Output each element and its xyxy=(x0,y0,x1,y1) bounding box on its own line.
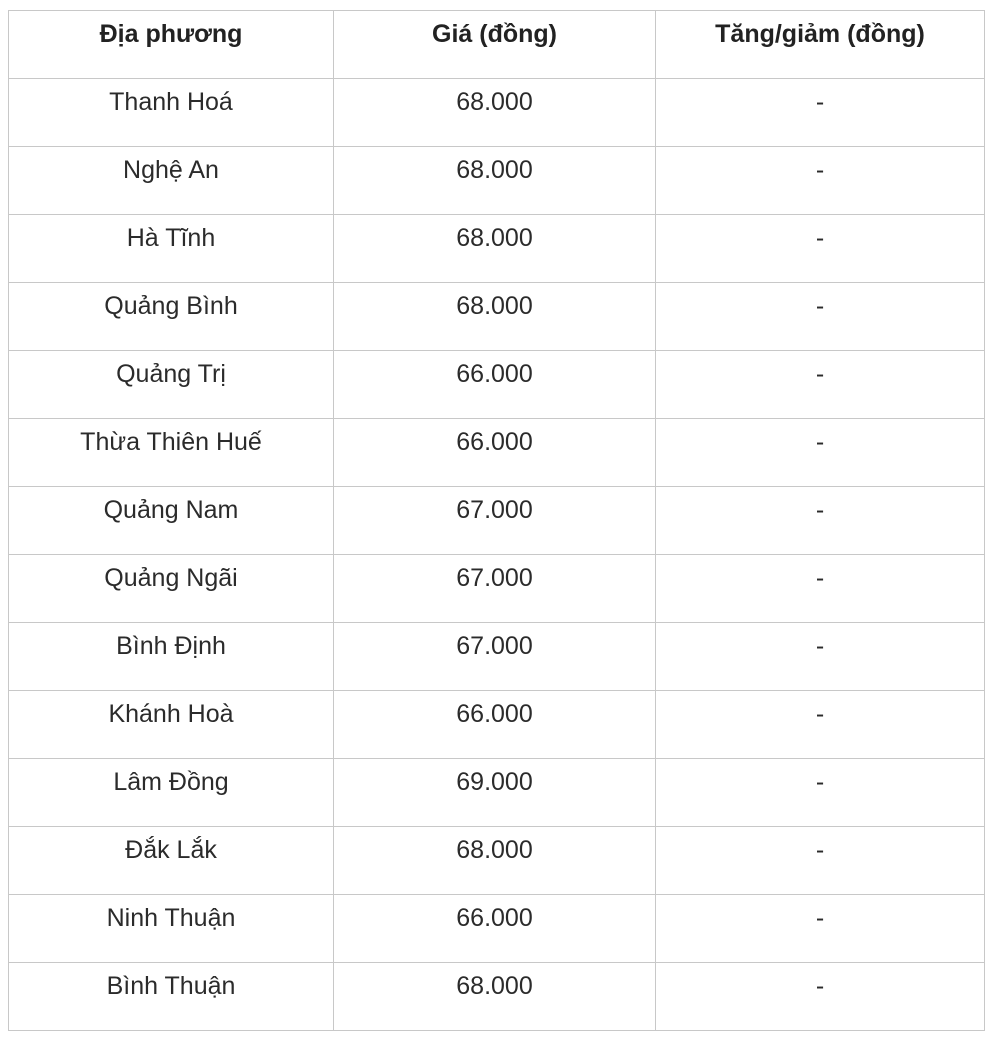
table-row xyxy=(9,351,985,419)
price-cell xyxy=(334,283,656,351)
header-location xyxy=(9,11,334,79)
price-cell xyxy=(334,419,656,487)
header-price xyxy=(334,11,656,79)
location-cell xyxy=(9,623,334,691)
change-cell-text: - xyxy=(815,428,825,456)
location-cell xyxy=(9,759,334,827)
price-table-container xyxy=(8,10,984,1031)
change-cell-text: - xyxy=(815,496,825,524)
change-cell-text: - xyxy=(815,768,825,796)
table-row xyxy=(9,283,985,351)
header-change-label: Tăng/giảm (đồng) xyxy=(715,20,925,48)
change-cell xyxy=(656,555,985,623)
price-cell xyxy=(334,79,656,147)
price-cell xyxy=(334,895,656,963)
location-cell xyxy=(9,691,334,759)
price-cell-text: 66.000 xyxy=(456,360,533,388)
change-cell xyxy=(656,963,985,1031)
location-cell xyxy=(9,555,334,623)
location-cell xyxy=(9,79,334,147)
location-cell-text: Thanh Hoá xyxy=(109,88,233,116)
price-cell xyxy=(334,963,656,1031)
location-cell-text: Quảng Trị xyxy=(116,360,226,388)
location-cell xyxy=(9,895,334,963)
header-change xyxy=(656,11,985,79)
price-cell-text: 67.000 xyxy=(456,564,533,592)
price-cell xyxy=(334,351,656,419)
price-cell xyxy=(334,827,656,895)
change-cell xyxy=(656,623,985,691)
change-cell xyxy=(656,147,985,215)
price-cell xyxy=(334,623,656,691)
location-cell-text: Đắk Lắk xyxy=(125,836,217,864)
location-cell xyxy=(9,963,334,1031)
price-cell-text: 68.000 xyxy=(456,224,533,252)
price-cell-text: 66.000 xyxy=(456,428,533,456)
price-cell-text: 67.000 xyxy=(456,632,533,660)
location-cell-text: Khánh Hoà xyxy=(108,700,234,728)
location-cell-text: Nghệ An xyxy=(123,156,219,184)
table-row xyxy=(9,419,985,487)
price-cell-text: 68.000 xyxy=(456,836,533,864)
price-cell xyxy=(334,487,656,555)
location-cell-text: Quảng Nam xyxy=(103,496,239,524)
header-price-label: Giá (đồng) xyxy=(432,20,557,48)
location-cell xyxy=(9,147,334,215)
table-body xyxy=(9,79,985,1031)
price-cell xyxy=(334,759,656,827)
change-cell xyxy=(656,827,985,895)
table-row xyxy=(9,827,985,895)
location-cell-text: Hà Tĩnh xyxy=(126,224,216,252)
change-cell-text: - xyxy=(815,972,825,1000)
table-row xyxy=(9,759,985,827)
change-cell-text: - xyxy=(815,156,825,184)
price-cell-text: 69.000 xyxy=(456,768,533,796)
price-cell xyxy=(334,555,656,623)
location-cell-text: Thừa Thiên Huế xyxy=(80,428,262,456)
location-cell-text: Bình Định xyxy=(116,632,226,660)
price-cell xyxy=(334,691,656,759)
change-cell xyxy=(656,419,985,487)
change-cell xyxy=(656,283,985,351)
price-cell-text: 68.000 xyxy=(456,292,533,320)
price-cell xyxy=(334,215,656,283)
price-table xyxy=(8,10,985,1031)
table-row xyxy=(9,691,985,759)
price-cell xyxy=(334,147,656,215)
change-cell-text: - xyxy=(815,88,825,116)
table-header xyxy=(9,11,985,79)
change-cell xyxy=(656,351,985,419)
change-cell-text: - xyxy=(815,904,825,932)
location-cell xyxy=(9,215,334,283)
change-cell-text: - xyxy=(815,224,825,252)
change-cell-text: - xyxy=(815,836,825,864)
location-cell-text: Quảng Bình xyxy=(104,292,238,320)
change-cell-text: - xyxy=(815,564,825,592)
price-cell-text: 68.000 xyxy=(456,156,533,184)
price-cell-text: 66.000 xyxy=(456,700,533,728)
location-cell xyxy=(9,487,334,555)
price-cell-text: 67.000 xyxy=(456,496,533,524)
change-cell xyxy=(656,759,985,827)
change-cell-text: - xyxy=(815,632,825,660)
location-cell xyxy=(9,827,334,895)
table-row xyxy=(9,79,985,147)
change-cell xyxy=(656,895,985,963)
change-cell-text: - xyxy=(815,292,825,320)
price-cell-text: 68.000 xyxy=(456,972,533,1000)
location-cell xyxy=(9,351,334,419)
change-cell xyxy=(656,79,985,147)
price-cell-text: 66.000 xyxy=(456,904,533,932)
table-row xyxy=(9,623,985,691)
change-cell-text: - xyxy=(815,360,825,388)
table-row xyxy=(9,555,985,623)
header-location-label: Địa phương xyxy=(99,20,243,48)
location-cell-text: Bình Thuận xyxy=(106,972,236,1000)
table-row xyxy=(9,963,985,1031)
location-cell-text: Quảng Ngãi xyxy=(104,564,238,592)
location-cell xyxy=(9,419,334,487)
location-cell-text: Lâm Đồng xyxy=(113,768,229,796)
price-cell-text: 68.000 xyxy=(456,88,533,116)
table-row xyxy=(9,215,985,283)
change-cell-text: - xyxy=(815,700,825,728)
change-cell xyxy=(656,487,985,555)
change-cell xyxy=(656,215,985,283)
table-row xyxy=(9,487,985,555)
table-row xyxy=(9,147,985,215)
table-header-row xyxy=(9,11,985,79)
location-cell-text: Ninh Thuận xyxy=(106,904,236,932)
table-row xyxy=(9,895,985,963)
change-cell xyxy=(656,691,985,759)
location-cell xyxy=(9,283,334,351)
